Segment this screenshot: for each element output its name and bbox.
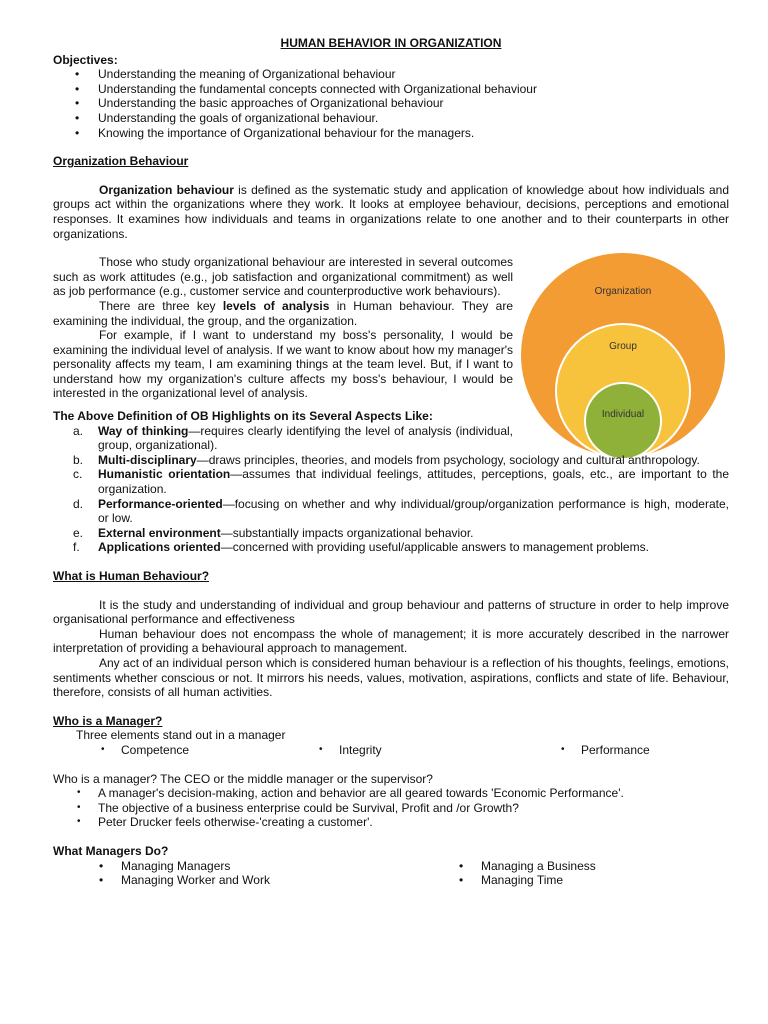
list-item: • Competence [101, 743, 319, 758]
hb-paragraph-3: Any act of an individual person which is considered human behaviour is a reflection of his thoughts, feelings, emotions, sentiments whether conscious or not. It mirrors his needs, values, motivation, aspirations, conflicts and state of life. Behaviour, therefore, consists of all human activities. [53, 655, 729, 700]
list-item: a. Way of thinking—requires clearly identifying the level of analysis (individual, group, organizational). [73, 423, 513, 453]
document-page [53, 36, 729, 888]
list-item: c. Humanistic orientation—assumes that individual feelings, attitudes, perceptions, goals, etc., are important to the organization. [73, 467, 729, 497]
levels-of-analysis-diagram [517, 249, 729, 461]
list-item: • Managing a Business [413, 859, 729, 874]
list-item: • Understanding the fundamental concepts connected with Organizational behaviour [53, 82, 729, 97]
human-behaviour-heading: What is Human Behaviour? [53, 569, 210, 583]
list-item: • Managing Time [413, 873, 729, 888]
objectives-heading: Objectives: [53, 52, 118, 67]
list-item: b. Multi-disciplinary—draws principles, theories, and models from psychology, sociology and cultural anthropology. [73, 452, 700, 467]
list-item: • Understanding the meaning of Organizational behaviour [53, 67, 729, 82]
manager-points [53, 786, 729, 830]
list-item: • The objective of a business enterprise could be Survival, Profit and /or Growth? [53, 801, 729, 816]
list-item: • Integrity [319, 743, 561, 758]
example-paragraph: For example, if I want to understand my boss's personality, I would be examining the individual level of analysis. If we want to know about how my manager's personality affects my team, I am examining things at the team level. But, if I want to understand how my organization's culture affects my boss's behaviour, I would be interested in the organizational level of analysis. [53, 328, 513, 401]
manager-question: Who is a manager? The CEO or the middle manager or the supervisor? [53, 771, 433, 786]
hb-paragraph-2: Human behaviour does not encompass the whole of management; it is more accurately described in the narrower interpretation of providing a behavioural approach to management. [53, 626, 729, 656]
list-item: • Managing Managers [53, 859, 413, 874]
levels-term: levels of analysis [222, 298, 330, 313]
list-item: • Knowing the importance of Organizational behaviour for the managers. [53, 126, 729, 141]
ob-heading: Organization Behaviour [53, 154, 189, 169]
ob-outcomes-paragraph: Those who study organizational behaviour are interested in several outcomes such as work attitudes (e.g., job satisfaction and organizational commitment) as well as job performance (e.g., customer service and counterproductive work behaviours). [53, 255, 513, 299]
list-item: • Peter Drucker feels otherwise-'creating a customer'. [53, 815, 729, 830]
individual-circle [585, 383, 661, 459]
levels-paragraph: There are three key levels of analysis in Human behaviour. They are examining the individual, the group, and the organization. [53, 298, 513, 328]
list-item: • A manager's decision-making, action and behavior are all geared towards 'Economic Performance'. [53, 786, 729, 801]
list-item: d. Performance-oriented—focusing on whether and why individual/group/organization performance is high, moderate, or low. [73, 496, 729, 526]
ob-definition-paragraph [53, 183, 729, 241]
ob-term: Organization behaviour [99, 182, 234, 197]
manager-elements [53, 743, 729, 758]
document-title: HUMAN BEHAVIOR IN ORGANIZATION [280, 36, 502, 50]
objectives-list [53, 67, 729, 140]
group-label: Group [609, 341, 637, 353]
manager-intro: Three elements stand out in a manager [76, 728, 286, 743]
aspects-heading: The Above Definition of OB Highlights on its Several Aspects Like: [53, 409, 433, 424]
hb-paragraph-1: It is the study and understanding of individual and group behaviour and patterns of structure in order to help improve organisational performance and effectiveness [53, 597, 729, 627]
list-item: • Understanding the basic approaches of Organizational behaviour [53, 96, 729, 111]
list-item: • Understanding the goals of organizational behaviour. [53, 111, 729, 126]
list-item: • Performance [561, 743, 650, 758]
individual-label: Individual [601, 409, 645, 421]
list-item: e. External environment—substantially impacts organizational behavior. [73, 525, 474, 540]
managers-do-heading: What Managers Do? [53, 843, 169, 858]
list-item: • Managing Worker and Work [53, 873, 413, 888]
manager-heading: Who is a Manager? [53, 713, 163, 728]
managers-do-list [53, 859, 729, 888]
list-item: f. Applications oriented—concerned with providing useful/applicable answers to management problems. [73, 540, 649, 555]
organization-label: Organization [594, 286, 652, 298]
ob-definition-text: is defined as the systematic study and application of knowledge about how individuals and groups act within the organizations where they work. It looks at employee behaviour, decisions, perceptions and emotional responses. It examines how individuals and teams in organizations relate to one another and to their counterparts in other organizations. [53, 182, 730, 241]
